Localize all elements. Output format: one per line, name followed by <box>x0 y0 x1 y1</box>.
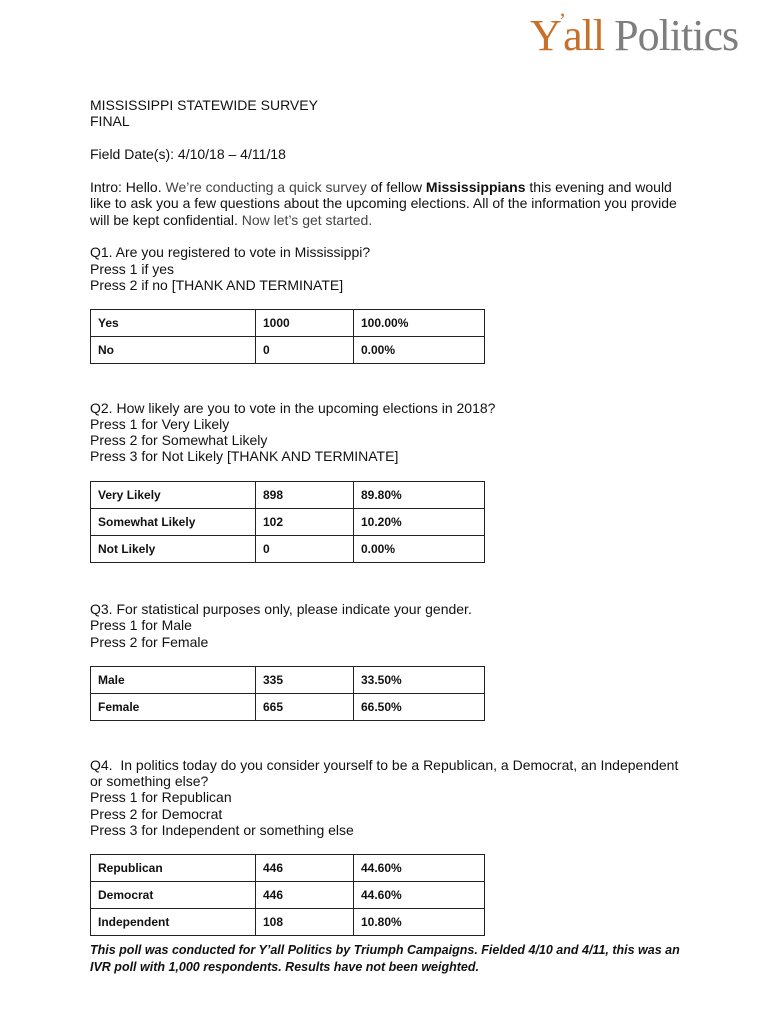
table-row <box>91 536 485 563</box>
q1-results-table <box>90 309 485 364</box>
table-row <box>91 310 485 337</box>
answer-count: 446 <box>256 855 354 882</box>
answer-label: Not Likely <box>91 536 256 563</box>
intro-part: Intro: Hello. <box>90 179 166 195</box>
answer-count: 665 <box>256 694 354 721</box>
intro-emphasis: Mississippians <box>425 179 526 195</box>
q1-question: Q1. Are you registered to vote in Mississippi? <box>90 244 371 260</box>
answer-label: Independent <box>91 909 256 936</box>
table-row <box>91 694 485 721</box>
table-row <box>91 667 485 694</box>
q3-question: Q3. For statistical purposes only, please indicate your gender. <box>90 601 472 617</box>
yall-politics-logo: Y’all Politics <box>530 8 739 60</box>
table-row <box>91 509 485 536</box>
answer-percent: 66.50% <box>354 694 485 721</box>
intro-part: Now let’s get started. <box>241 211 373 228</box>
answer-count: 0 <box>256 337 354 364</box>
field-dates: Field Date(s): 4/10/18 – 4/11/18 <box>90 146 286 162</box>
answer-label: Very Likely <box>91 482 256 509</box>
answer-percent: 10.80% <box>354 909 485 936</box>
intro-part: of fellow <box>370 179 426 195</box>
answer-percent: 44.60% <box>354 855 485 882</box>
q2-option: Press 1 for Very Likely <box>90 416 230 432</box>
survey-subtitle: FINAL <box>90 113 130 129</box>
answer-label: No <box>91 337 256 364</box>
answer-percent: 33.50% <box>354 667 485 694</box>
answer-count: 1000 <box>256 310 354 337</box>
answer-count: 108 <box>256 909 354 936</box>
q3-option: Press 1 for Male <box>90 617 192 633</box>
survey-title: MISSISSIPPI STATEWIDE SURVEY <box>90 97 318 113</box>
q2-question: Q2. How likely are you to vote in the upcoming elections in 2018? <box>90 400 496 416</box>
answer-percent: 10.20% <box>354 509 485 536</box>
answer-label: Yes <box>91 310 256 337</box>
q2-option: Press 3 for Not Likely [THANK AND TERMINATE] <box>90 448 399 464</box>
answer-label: Male <box>91 667 256 694</box>
answer-count: 335 <box>256 667 354 694</box>
q4-option: Press 1 for Republican <box>90 789 232 805</box>
q4-results-table <box>90 854 485 936</box>
table-row <box>91 482 485 509</box>
table-row <box>91 337 485 364</box>
answer-count: 898 <box>256 482 354 509</box>
answer-percent: 44.60% <box>354 882 485 909</box>
q3-results-table <box>90 666 485 721</box>
intro-part: this evening and would like to ask you a few questions about the upcoming elections. All of the information you provide will be kept confidential. <box>90 179 677 228</box>
answer-label: Female <box>91 694 256 721</box>
q4-option: Press 3 for Independent or something else <box>90 822 354 838</box>
answer-percent: 0.00% <box>354 536 485 563</box>
answer-percent: 100.00% <box>354 310 485 337</box>
table-row <box>91 909 485 936</box>
answer-percent: 89.80% <box>354 482 485 509</box>
table-row <box>91 882 485 909</box>
table-row <box>91 855 485 882</box>
poll-methodology-note: This poll was conducted for Y’all Politics by Triumph Campaigns. Fielded 4/10 and 4/11, this was an IVR poll with 1,000 respondents. Results have not been weighted. <box>90 943 680 974</box>
intro-part: We’re conducting a quick survey <box>165 179 371 195</box>
q3-option: Press 2 for Female <box>90 634 209 650</box>
q2-option: Press 2 for Somewhat Likely <box>90 432 268 448</box>
answer-count: 446 <box>256 882 354 909</box>
q4-option: Press 2 for Democrat <box>90 806 223 822</box>
answer-label: Somewhat Likely <box>91 509 256 536</box>
answer-label: Democrat <box>91 882 256 909</box>
answer-count: 102 <box>256 509 354 536</box>
answer-label: Republican <box>91 855 256 882</box>
answer-percent: 0.00% <box>354 337 485 364</box>
q4-question: Q4. In politics today do you consider yourself to be a Republican, a Democrat, an Independent <box>90 757 679 773</box>
intro-paragraph <box>90 179 680 228</box>
q2-results-table <box>90 481 485 563</box>
q1-option: Press 1 if yes <box>90 261 175 277</box>
q1-option: Press 2 if no [THANK AND TERMINATE] <box>90 277 344 293</box>
answer-count: 0 <box>256 536 354 563</box>
q4-question-continued: or something else? <box>90 773 209 789</box>
